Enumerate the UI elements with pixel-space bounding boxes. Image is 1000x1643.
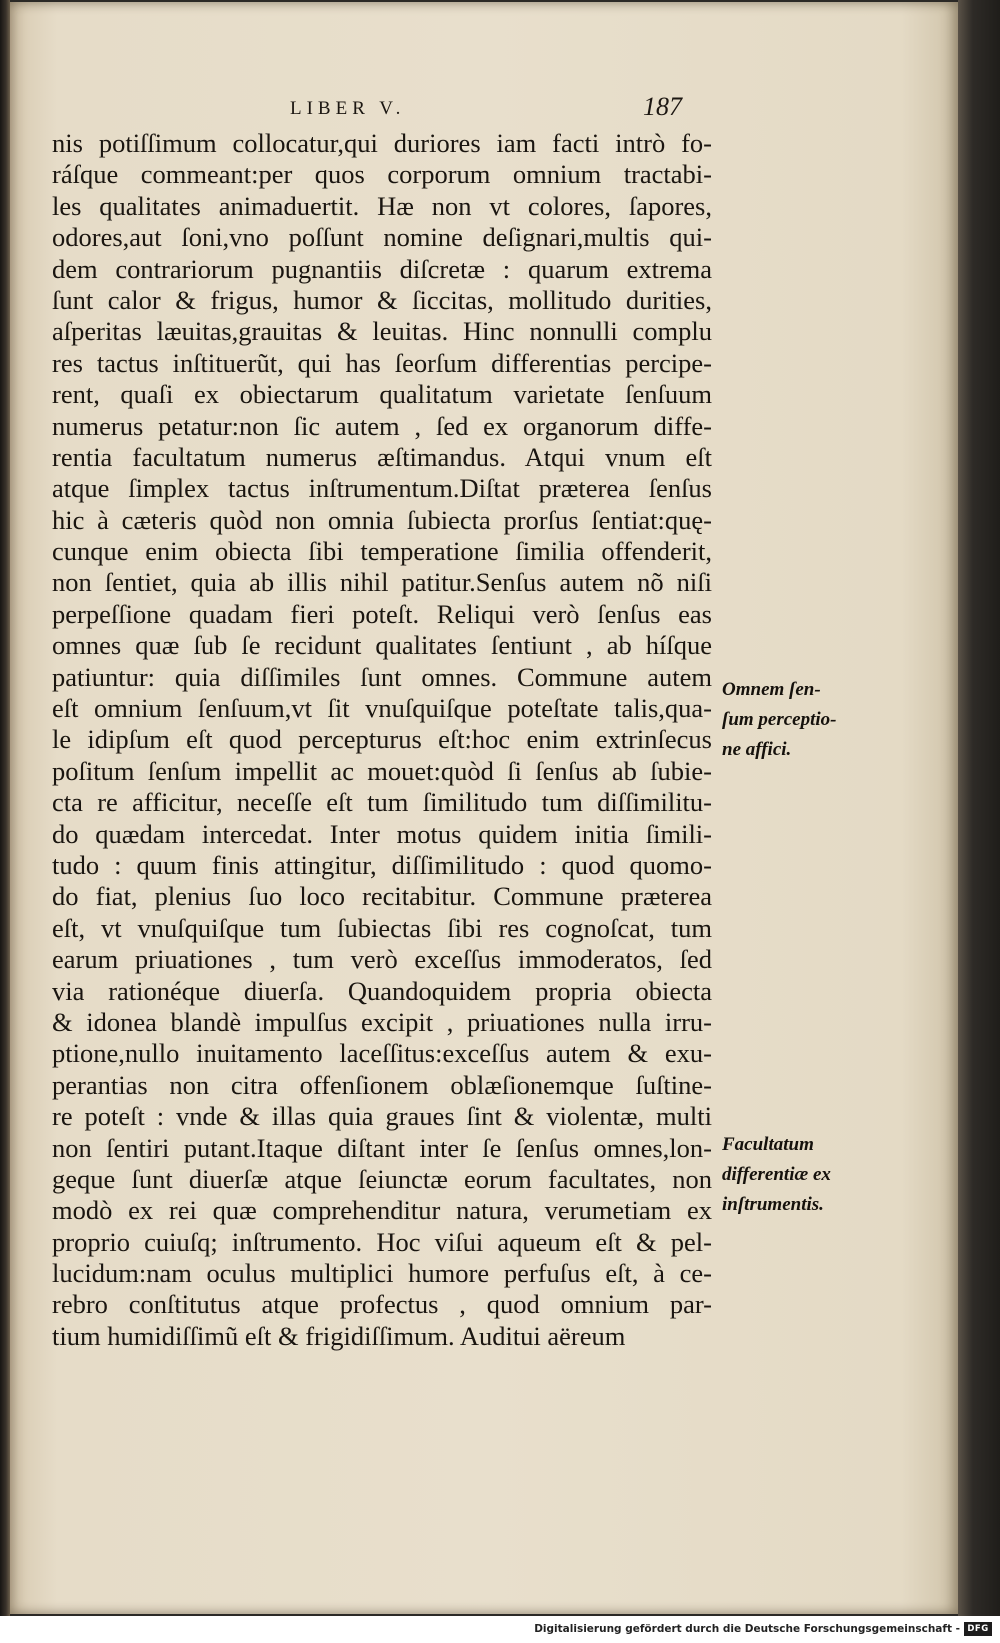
text-line: les qualitates animaduertit. Hæ non vt colores, ſapores, bbox=[52, 190, 712, 221]
page-number: 187 bbox=[643, 92, 682, 121]
body-text bbox=[52, 128, 712, 1352]
text-line: odores,aut ſoni,vno poſſunt nomine deſignari,multis qui- bbox=[52, 222, 712, 253]
digitization-footer bbox=[0, 1616, 1000, 1643]
text-line: dem contrariorum pugnantiis diſcretæ : quarum extrema bbox=[52, 253, 712, 284]
margin-note-line: differentiæ ex bbox=[722, 1164, 831, 1185]
margin-note-line: ſum perceptio- bbox=[722, 709, 837, 730]
text-line: patiuntur: quia diſſimiles ſunt omnes. Commune autem bbox=[52, 661, 712, 692]
text-line: le idipſum eſt quod percepturus eſt:hoc enim extrinſecus bbox=[52, 724, 712, 755]
text-line: atque ſimplex tactus inſtrumentum.Diſtat præterea ſenſus bbox=[52, 473, 712, 504]
text-line: ptione,nullo inuitamento laceſſitus:exceſſus autem & exu- bbox=[52, 1038, 712, 1069]
text-line: res tactus inſtituerũt, qui has ſeorſum differentias percipe- bbox=[52, 347, 712, 378]
text-line: do quædam intercedat. Inter motus quidem initia ſimili- bbox=[52, 818, 712, 849]
text-line: perantias non citra offenſionem oblæſionemque ſuſtine- bbox=[52, 1069, 712, 1100]
text-line: ráſque commeant:per quos corporum omnium tractabi- bbox=[52, 159, 712, 190]
text-line: rent, quaſi ex obiectarum qualitatum varietate ſenſuum bbox=[52, 379, 712, 410]
text-line: re poteſt : vnde & illas quia graues ſint & violentæ, multi bbox=[52, 1101, 712, 1132]
page-edge bbox=[958, 0, 1000, 1616]
margin-note-line: Facultatum bbox=[722, 1134, 814, 1155]
text-line: rebro conſtitutus atque profectus , quod omnium par- bbox=[52, 1289, 712, 1320]
margin-note-2 bbox=[722, 1130, 831, 1220]
text-line: proprio cuiuſq; inſtrumento. Hoc viſui aqueum eſt & pel- bbox=[52, 1226, 712, 1257]
text-line: tium humidiſſimũ eſt & frigidiſſimum. Auditui aëreum bbox=[52, 1320, 626, 1351]
text-line: numerus petatur:non ſic autem , ſed ex organorum diffe- bbox=[52, 410, 712, 441]
text-line: do fiat, plenius ſuo loco recitabitur. Commune præterea bbox=[52, 881, 712, 912]
text-line: poſitum ſenſum impellit ac mouet:quòd ſi ſenſus ab ſubie- bbox=[52, 755, 712, 786]
text-line: cta re afficitur, neceſſe eſt tum ſimilitudo tum diſſimilitu- bbox=[52, 787, 712, 818]
text-line: geque ſunt diuerſæ atque ſeiunctæ eorum facultates, non bbox=[52, 1163, 712, 1194]
text-line: via rationéque diuerſa. Quandoquidem propria obiecta bbox=[52, 975, 712, 1006]
dfg-logo: DFG bbox=[964, 1622, 992, 1636]
margin-note-line: inſtrumentis. bbox=[722, 1194, 824, 1215]
text-line: eſt, vt vnuſquiſque tum ſubiectas ſibi res cognoſcat, tum bbox=[52, 912, 712, 943]
text-line: tudo : quum finis attingitur, diſſimilitudo : quod quomo- bbox=[52, 849, 712, 880]
text-line: non ſentiet, quia ab illis nihil patitur.Senſus autem nõ niſi bbox=[52, 567, 712, 598]
running-head: LIBER V. bbox=[290, 98, 406, 119]
funding-credit: Digitalisierung gefördert durch die Deutsche Forschungsgemeinschaft - bbox=[534, 1623, 960, 1635]
text-line: perpeſſione quadam fieri poteſt. Reliqui verò ſenſus eas bbox=[52, 598, 712, 629]
book-binding bbox=[0, 0, 10, 1616]
text-line: omnes quæ ſub ſe recidunt qualitates ſentiunt , ab híſque bbox=[52, 630, 712, 661]
text-line: ſunt calor & frigus, humor & ſiccitas, mollitudo durities, bbox=[52, 284, 712, 315]
margin-note-line: ne affici. bbox=[722, 739, 792, 760]
text-line: & idonea blandè impulſus excipit , priuationes nulla irru- bbox=[52, 1006, 712, 1037]
text-line: nis potiſſimum collocatur,qui duriores iam facti intrò fo- bbox=[52, 128, 712, 158]
text-line: rentia facultatum numerus æſtimandus. Atqui vnum eſt bbox=[52, 441, 712, 472]
text-line: modò ex rei quæ comprehenditur natura, verumetiam ex bbox=[52, 1195, 712, 1226]
text-line: non ſentiri putant.Itaque diſtant inter ſe ſenſus omnes,lon- bbox=[52, 1132, 712, 1163]
margin-note-1 bbox=[722, 675, 837, 765]
text-line: cunque enim obiecta ſibi temperatione ſimilia offenderit, bbox=[52, 536, 712, 567]
text-line: lucidum:nam oculus multiplici humore perfuſus eſt, à ce- bbox=[52, 1258, 712, 1289]
text-line: eſt omnium ſenſuum,vt ſit vnuſquiſque poteſtate talis,qua- bbox=[52, 693, 712, 724]
text-line: earum priuationes , tum verò exceſſus immoderatos, ſed bbox=[52, 944, 712, 975]
margin-note-line: Omnem ſen- bbox=[722, 679, 821, 700]
text-line: aſperitas læuitas,grauitas & leuitas. Hinc nonnulli complu bbox=[52, 316, 712, 347]
text-line: hic à cæteris quòd non omnia ſubiecta prorſus ſentiat:quę- bbox=[52, 504, 712, 535]
